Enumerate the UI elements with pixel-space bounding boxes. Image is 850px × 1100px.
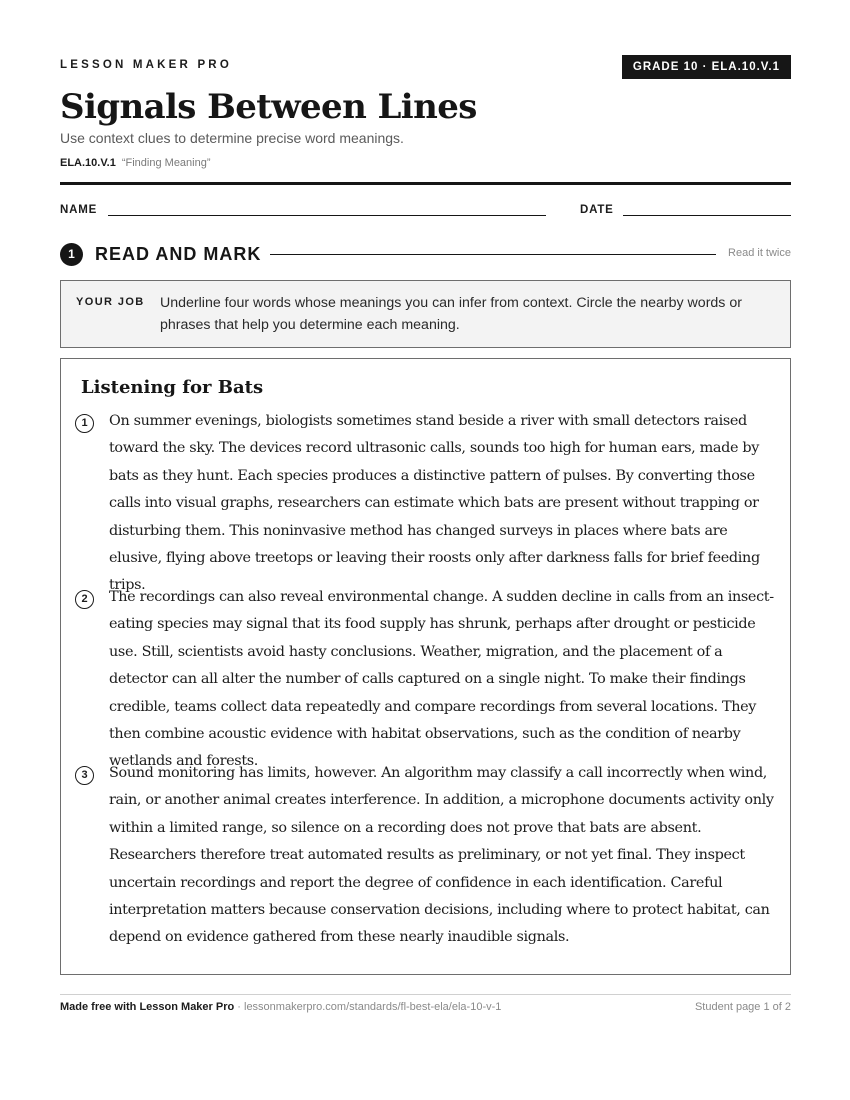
section-rule [270, 254, 716, 255]
instructions-box [60, 280, 791, 348]
footer-page-number: Student page 1 of 2 [694, 1001, 791, 1013]
paragraph-text: The recordings can also reveal environmental change. A sudden decline in calls from an insect-eating species may signal that its food supply has shrunk, perhaps after drought or pesticide use. Still, scientists avoid hasty conclusions. Weather, migration, and the placement of a detector can all alter the number of calls captured on a single night. To make their findings credible, teams collect data repeatedly and compare recordings from several locations. They then combine acoustic evidence with habitat observations, such as the condition of nearby wetlands and forests. [109, 589, 774, 770]
instructions-label: YOUR JOB [76, 296, 145, 308]
paragraph-number-badge: 1 [75, 414, 94, 433]
paragraph-number-badge: 2 [75, 590, 94, 609]
grade-badge: GRADE 10 · ELA.10.V.1 [622, 55, 791, 79]
reading-passage [60, 358, 791, 975]
section-note: Read it twice [728, 247, 791, 259]
passage-title: Listening for Bats [81, 377, 264, 398]
date-field[interactable] [623, 215, 791, 216]
section-header [60, 242, 791, 266]
instructions-text: Underline four words whose meanings you can infer from context. Circle the nearby words or phrases that help you determine each meaning. [160, 295, 742, 333]
section-number-badge: 1 [60, 243, 83, 266]
worksheet-title: Signals Between Lines [60, 87, 477, 127]
paragraph-number-badge: 3 [75, 766, 94, 785]
standard-name: “Finding Meaning” [121, 157, 211, 169]
paragraph-text: On summer evenings, biologists sometimes stand beside a river with small detectors raised toward the sky. The devices record ultrasonic calls, sounds too high for human ears, made by bats as they hunt. Each species produces a distinctive pattern of pulses. By converting those calls into visual graphs, researchers can estimate which bats are present without trapping or disturbing them. This noninvasive method has changed surveys in places where bats are elusive, flying above treetops or leaving their roosts only after darkness falls for brief feeding trips. [109, 413, 760, 594]
footer-credit [60, 1001, 501, 1013]
date-label: DATE [580, 204, 614, 216]
standard-line [60, 157, 211, 169]
name-field[interactable] [108, 215, 546, 216]
footer-divider [60, 994, 791, 995]
standard-code: ELA.10.V.1 [60, 157, 116, 169]
section-title: READ AND MARK [95, 244, 262, 264]
name-label: NAME [60, 204, 98, 216]
brand-name: LESSON MAKER PRO [60, 59, 232, 71]
header-divider [60, 182, 791, 185]
footer-url[interactable]: · lessonmakerpro.com/standards/fl-best-ela/ela-10-v-1 [234, 1001, 502, 1013]
worksheet-page [60, 0, 791, 1100]
paragraph-text: Sound monitoring has limits, however. An algorithm may classify a call incorrectly when wind, rain, or another animal creates interference. In addition, a microphone documents activity only within a limited range, so silence on a recording does not prove that bats are absent. Researchers therefore treat automated results as preliminary, or not yet final. They inspect uncertain recordings and report the degree of confidence in each identification. Careful interpretation matters because conservation decisions, including where to protect habitat, can depend on evidence gathered from these nearly inaudible signals. [109, 765, 774, 946]
worksheet-subtitle: Use context clues to determine precise word meanings. [60, 130, 404, 146]
footer-brand: Made free with Lesson Maker Pro [60, 1001, 235, 1013]
